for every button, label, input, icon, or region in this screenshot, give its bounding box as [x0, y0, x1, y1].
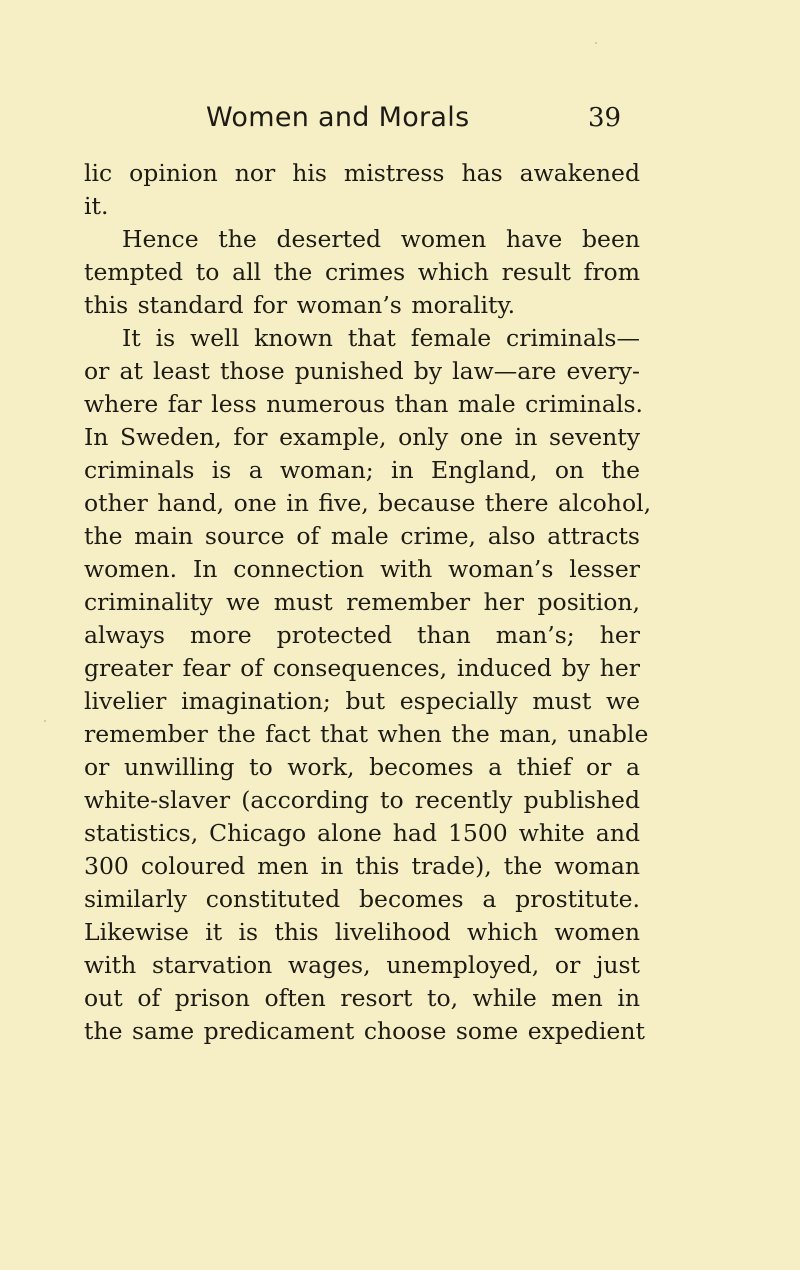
text-line: the main source of male crime, also attracts: [84, 522, 640, 550]
text-line: similarly constituted becomes a prostitute.: [84, 885, 640, 913]
page-header: [160, 98, 660, 138]
text-line: In Sweden, for example, only one in seventy: [84, 423, 640, 451]
running-head: Women and Morals: [206, 102, 470, 133]
text-line: other hand, one in five, because there alcohol,: [84, 489, 652, 517]
text-line: this standard for woman’s morality.: [84, 291, 516, 319]
text-line: with starvation wages, unemployed, or just: [84, 951, 640, 979]
text-line: women. In connection with woman’s lesser: [84, 555, 640, 583]
paper-speck: [44, 720, 46, 722]
text-line: criminals is a woman; in England, on the: [84, 456, 640, 484]
text-line: it.: [84, 192, 109, 220]
text-line: livelier imagination; but especially must we: [84, 687, 640, 715]
text-line: criminality we must remember her position,: [84, 588, 640, 616]
text-line: where far less numerous than male criminals.: [84, 390, 643, 418]
text-line: statistics, Chicago alone had 1500 white and: [84, 819, 640, 847]
paper-speck: [595, 42, 597, 44]
text-line: the same predicament choose some expedient: [84, 1017, 645, 1045]
text-line: Likewise it is this livelihood which women: [84, 918, 640, 946]
text-line: tempted to all the crimes which result from: [84, 258, 640, 286]
text-line: greater fear of consequences, induced by her: [84, 654, 640, 682]
text-line: or at least those punished by law—are every-: [84, 357, 640, 385]
text-line: or unwilling to work, becomes a thief or a: [84, 753, 640, 781]
text-line: always more protected than man’s; her: [84, 621, 640, 649]
text-line: lic opinion nor his mistress has awakened: [84, 159, 640, 187]
text-line: white-slaver (according to recently published: [84, 786, 640, 814]
text-line: 300 coloured men in this trade), the woman: [84, 852, 640, 880]
paragraph-first-line: It is well known that female criminals—: [122, 324, 640, 352]
text-line: remember the fact that when the man, unable: [84, 720, 649, 748]
text-line: out of prison often resort to, while men in: [84, 984, 640, 1012]
page-number: 39: [588, 103, 622, 133]
paragraph-first-line: Hence the deserted women have been: [122, 225, 640, 253]
